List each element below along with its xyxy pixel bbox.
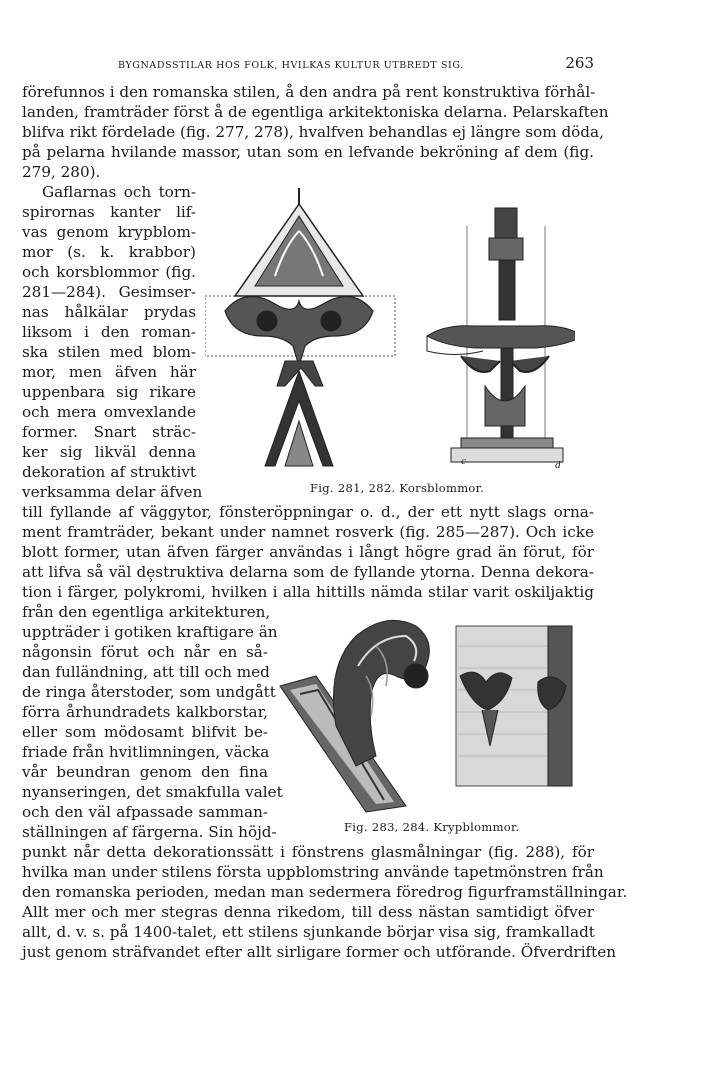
figure-label-c: c	[461, 455, 466, 467]
text-line: uppträder i gotiken kraftigare än	[22, 623, 278, 641]
text-line: Gaflarnas och torn-	[42, 183, 196, 201]
text-line: nyanseringen, det smakfulla valet	[22, 783, 283, 801]
text-line: vår beundran genom den fina	[22, 763, 268, 781]
text-line: nas hålkälar prydas	[22, 303, 196, 321]
text-line: landen, framträder först å de egentliga arkitektoniska delarna. Pelarskaften	[22, 103, 609, 121]
text-line: och mera omvexlande	[22, 403, 196, 421]
krypblommor-illustration	[276, 606, 582, 814]
text-line: blifva rikt fördelade (fig. 277, 278), hvalfven behandlas ej längre som döda,	[22, 123, 604, 141]
text-line: ment framträder, bekant under namnet rosverk (fig. 285—287). Och icke	[22, 523, 594, 541]
fig-284-crocket	[456, 626, 572, 786]
text-line: till fyllande af väggytor, fönsteröppningar o. d., der ett nytt slags orna-	[22, 503, 594, 521]
figure-283-284	[276, 606, 582, 814]
text-line: på pelarna hvilande massor, utan som en lefvande bekröning af dem (fig.	[22, 143, 594, 161]
text-line: liksom i den roman-	[22, 323, 196, 341]
figure-label-d: d	[555, 459, 561, 471]
text-line: mor, men äfven här	[22, 363, 196, 381]
text-line: vas genom krypblom-	[22, 223, 196, 241]
text-line: någonsin förut och når en så-	[22, 643, 268, 661]
text-line: uppenbara sig rikare	[22, 383, 196, 401]
text-line: verksamma delar äfven	[22, 483, 203, 501]
text-line: blott former, utan äfven färger användas i långt högre grad än förut, för	[22, 543, 594, 561]
text-line: ställningen af färgerna. Sin höjd-	[22, 823, 277, 841]
figure-caption: Fig. 283, 284. Krypblommor.	[344, 820, 520, 834]
text-line: tion i färger, polykromi, hvilken i alla hittills nämda stilar varit oskiljaktig	[22, 583, 594, 601]
text-line: att lifva så väl de̹struktiva delarna som de fyllande ytorna. Denna dekora-	[22, 563, 594, 581]
text-line: spirornas kanter lif-	[22, 203, 196, 221]
text-line: dan fulländning, att till och med	[22, 663, 270, 681]
korsblommor-illustration	[205, 186, 575, 476]
text-line: ska stilen med blom-	[22, 343, 196, 361]
text-line: hvilka man under stilens första uppblomstring använde tapetmönstren från	[22, 863, 604, 881]
text-line: punkt når detta dekorationssätt i fönstrens glasmålningar (fig. 288), för	[22, 843, 594, 861]
text-line: ker sig likväl denna	[22, 443, 196, 461]
text-line: de ringa återstoder, som undgått	[22, 683, 276, 701]
text-line: Allt mer och mer stegras denna rikedom, till dess nästan samtidigt öfver	[22, 903, 594, 921]
text-line: den romanska perioden, medan man sedermera föredrog figurframställningar.	[22, 883, 628, 901]
text-line: just genom sträfvandet efter allt sirligare former och utförande. Öfverdriften	[22, 943, 617, 961]
text-line: friade från hvitlimningen, väcka	[22, 743, 270, 761]
figure-caption: Fig. 281, 282. Korsblommor.	[310, 481, 485, 495]
text-line: 279, 280).	[22, 163, 101, 181]
text-line: förra århundradets kalkborstar,	[22, 703, 268, 721]
text-line: former. Snart sträc-	[22, 423, 196, 441]
text-line: förefunnos i den romanska stilen, å den andra på rent konstruktiva förhål-	[22, 83, 596, 101]
page-header	[22, 54, 594, 74]
text-line: dekoration af struktivt	[22, 463, 196, 481]
text-line: och korsblommor (fig.	[22, 263, 196, 281]
fig-281-finial	[205, 188, 395, 466]
text-line: och den väl afpassade samman-	[22, 803, 268, 821]
text-line: från den egentliga arkitekturen,	[22, 603, 271, 621]
text-line: allt, d. v. s. på 1400-talet, ett stilens sjunkande börjar visa sig, framkalladt	[22, 923, 595, 941]
page-number: 263	[565, 54, 594, 72]
text-line: mor (s. k. krabbor)	[22, 243, 196, 261]
text-line: 281—284). Gesimser-	[22, 283, 196, 301]
running-title: BYGNADSSTILAR HOS FOLK, HVILKAS KULTUR UTBREDT SIG.	[118, 60, 464, 71]
figure-281-282	[205, 186, 575, 476]
fig-282-finial	[427, 208, 575, 471]
fig-283-crocket	[280, 620, 429, 812]
text-line: eller som mödosamt blifvit be-	[22, 723, 268, 741]
